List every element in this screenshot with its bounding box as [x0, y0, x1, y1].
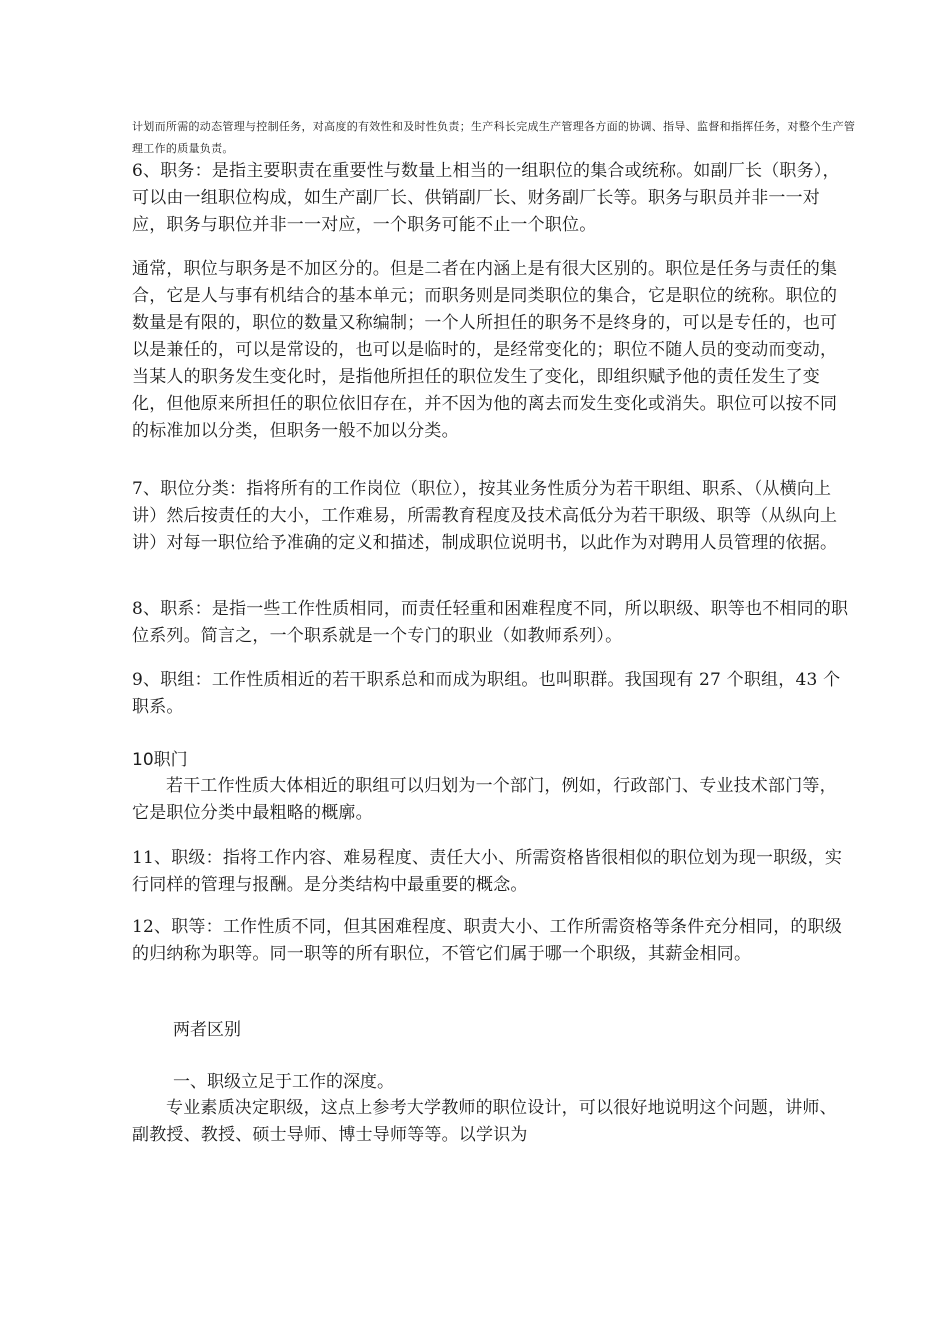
paragraph-12-level: 12、职等：工作性质不同，但其困难程度、职责大小、工作所需资格等条件充分相同，的职级的归纳称为职等。同一职等的所有职位，不管它们属于哪一个职级，其薪金相同。: [132, 917, 843, 964]
paragraph-8-series: 8、职系：是指一些工作性质相同，而责任轻重和困难程度不同，所以职级、职等也不相同的职位系列。简言之，一个职系就是一个专门的职业（如教师系列）。: [132, 599, 849, 646]
section-title-difference: 两者区别: [173, 1020, 241, 1040]
paragraph-general: 通常，职位与职务是不加区分的。但是二者在内涵上是有很大区别的。职位是任务与责任的集合，它是人与事有机结合的基本单元；而职务则是同类职位的集合，它是职位的统称。职位的数量是有限的，职位的数量又称编制；一个人所担任的职务不是终身的，可以是专任的，也可以是兼任的，可以是常设的，也可以是临时的，是经常变化的；职位不随人员的变动而变动，当某人的职务发生变化时，是指他所担任的职位发生了变化，即组织赋予他的责任发生了变化，但他原来所担任的职位依旧存在，并不因为他的离去而发生变化或消失。职位可以按不同的标准加以分类，但职务一般不加以分类。: [132, 259, 838, 441]
paragraph-professional-quality: 专业素质决定职级，这点上参考大学教师的职位设计，可以很好地说明这个问题，讲师、副教授、教授、硕士导师、博士导师等等。以学识为: [132, 1098, 837, 1145]
paragraph-11-grade: 11、职级：指将工作内容、难易程度、责任大小、所需资格皆很相似的职位划为现一职级，实行同样的管理与报酬。是分类结构中最重要的概念。: [132, 848, 843, 895]
paragraph-7-classification: 7、职位分类：指将所有的工作岗位（职位），按其业务性质分为若干职组、职系、（从横向上讲）然后按责任的大小，工作难易，所需教育程度及技术高低分为若干职级、职等（从纵向上讲）对每一职位给予准确的定义和描述，制成职位说明书，以此作为对聘用人员管理的依据。: [132, 479, 838, 553]
paragraph-10-department: 若干工作性质大体相近的职组可以归划为一个部门，例如，行政部门、专业技术部门等，它是职位分类中最粗略的概廓。: [132, 776, 837, 823]
top-fragment-paragraph: 计划而所需的动态管理与控制任务，对高度的有效性和及时性负责；生产科长完成生产管理各方面的协调、指导、监督和指挥任务，对整个生产管理工作的质量负责。: [132, 120, 856, 155]
paragraph-6-position: 6、职务：是指主要职责在重要性与数量上相当的一组职位的集合或统称。如副厂长（职务），可以由一组职位构成，如生产副厂长、供销副厂长、财务副厂长等。职务与职员并非一一对应，职务与职位并非一一对应，一个职务可能不止一个职位。: [132, 161, 840, 235]
subheading-depth: 一、职级立足于工作的深度。: [173, 1072, 394, 1092]
paragraph-9-group: 9、职组：工作性质相近的若干职系总和而成为职组。也叫职群。我国现有 27 个职组，43 个职系。: [132, 670, 841, 717]
heading-10-department: 10职门: [132, 750, 188, 770]
